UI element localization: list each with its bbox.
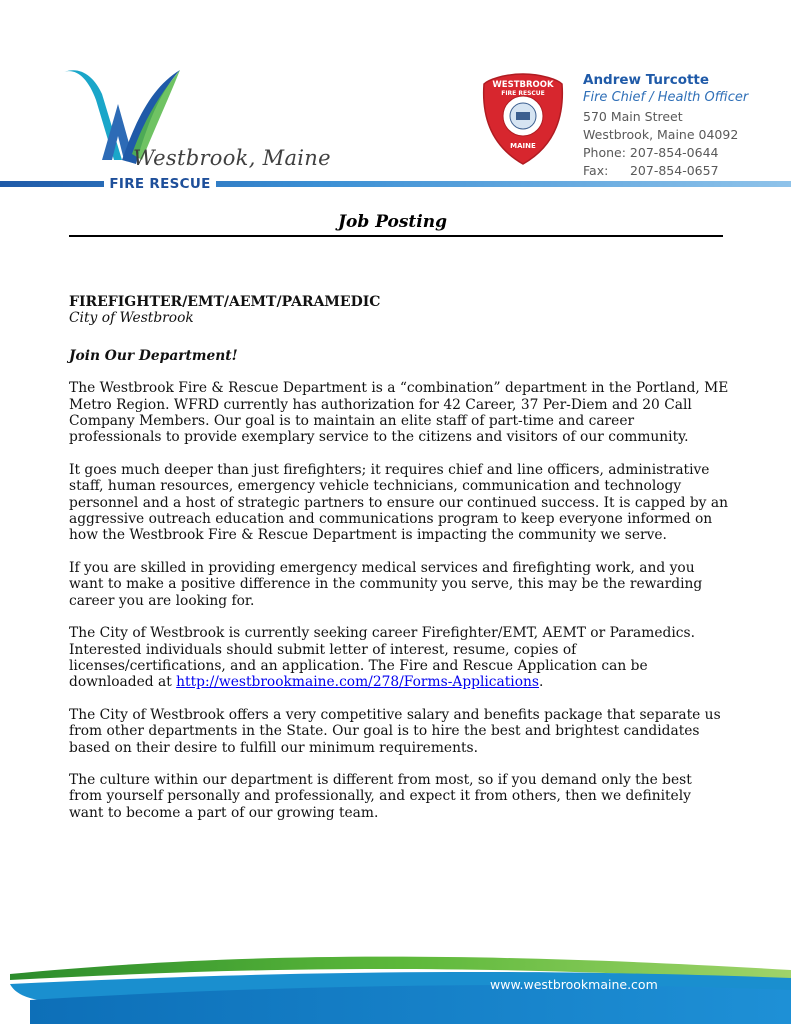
- job-title: FIREFIGHTER/EMT/AEMT/PARAMEDIC: [69, 294, 381, 310]
- contact-phone-row: [583, 144, 748, 162]
- page-title: Job Posting: [338, 212, 447, 232]
- paragraph-3: If you are skilled in providing emergency medical services and firefighting work, and you want to make a positive difference in the community you serve, this may be the rewarding career you are looking for.: [69, 559, 703, 609]
- footer-website-url: www.westbrookmaine.com: [490, 977, 658, 992]
- phone-label: Phone:: [583, 145, 626, 161]
- badge-mid-text: FIRE RESCUE: [501, 90, 545, 97]
- application-link[interactable]: http://westbrookmaine.com/278/Forms-Applications: [176, 674, 539, 691]
- badge-bottom-text: MAINE: [510, 142, 536, 150]
- paragraph-2: It goes much deeper than just firefighters; it requires chief and line officers, administrative staff, human resources, emergency vehicle technicians, communication and technology personnel and a host of strategic partners to ensure our continued success. It is capped by an aggressive outreach education and communications program to keep everyone informed on how the Westbrook Fire & Rescue Department is impacting the community we serve.: [69, 461, 728, 544]
- contact-city: Westbrook, Maine 04092: [583, 126, 739, 142]
- paragraph-6: The culture within our department is different from most, so if you demand only the best from yourself personally and professionally, and expect it from others, then we definitely want to become a part of our growing team.: [69, 771, 692, 821]
- employer-name: City of Westbrook: [69, 310, 194, 327]
- paragraph-1: The Westbrook Fire & Rescue Department is a “combination” department in the Portland, ME Metro Region. WFRD currently has authorization for 42 Career, 37 Per-Diem and 20 Call Company Members. Our goal is to maintain an elite staff of part-time and career professionals to provide exemplary service to the citizens and visitors of our community.: [69, 380, 729, 446]
- fax-number: 207-854-0657: [629, 163, 719, 179]
- document-body: [69, 294, 729, 821]
- paragraph-4: [69, 625, 729, 691]
- contact-title: Fire Chief / Health Officer: [583, 90, 749, 106]
- join-heading: Join Our Department!: [69, 347, 238, 364]
- logo-fire-rescue-tag: FIRE RESCUE: [104, 176, 216, 192]
- footer-swoosh-graphic: [0, 940, 791, 1024]
- logo-script-text: Westbrook, Maine: [133, 146, 331, 170]
- badge-top-text: WESTBROOK: [492, 80, 554, 90]
- paragraph-4-text: The City of Westbrook is currently seeking career Firefighter/EMT, AEMT or Paramedics. Interested individuals should submit letter of interest, resume, copies of licenses/certifications, and an application. The Fire and Rescue Application can be downloaded at: [69, 625, 695, 691]
- contact-street: 570 Main Street: [583, 108, 683, 124]
- fire-rescue-badge-icon: [482, 72, 564, 166]
- fax-label: Fax:: [583, 163, 609, 179]
- phone-number: 207-854-0644: [629, 145, 719, 161]
- paragraph-4-end: .: [539, 674, 544, 691]
- title-underline: [69, 235, 723, 237]
- contact-fax-row: [583, 162, 748, 180]
- contact-name: Andrew Turcotte: [583, 72, 710, 88]
- contact-block: [583, 71, 748, 181]
- paragraph-5: The City of Westbrook offers a very competitive salary and benefits package that separate us from other departments in the State. Our goal is to hire the best and brightest candidates based on their desire to fulfill our minimum requirements.: [69, 706, 721, 756]
